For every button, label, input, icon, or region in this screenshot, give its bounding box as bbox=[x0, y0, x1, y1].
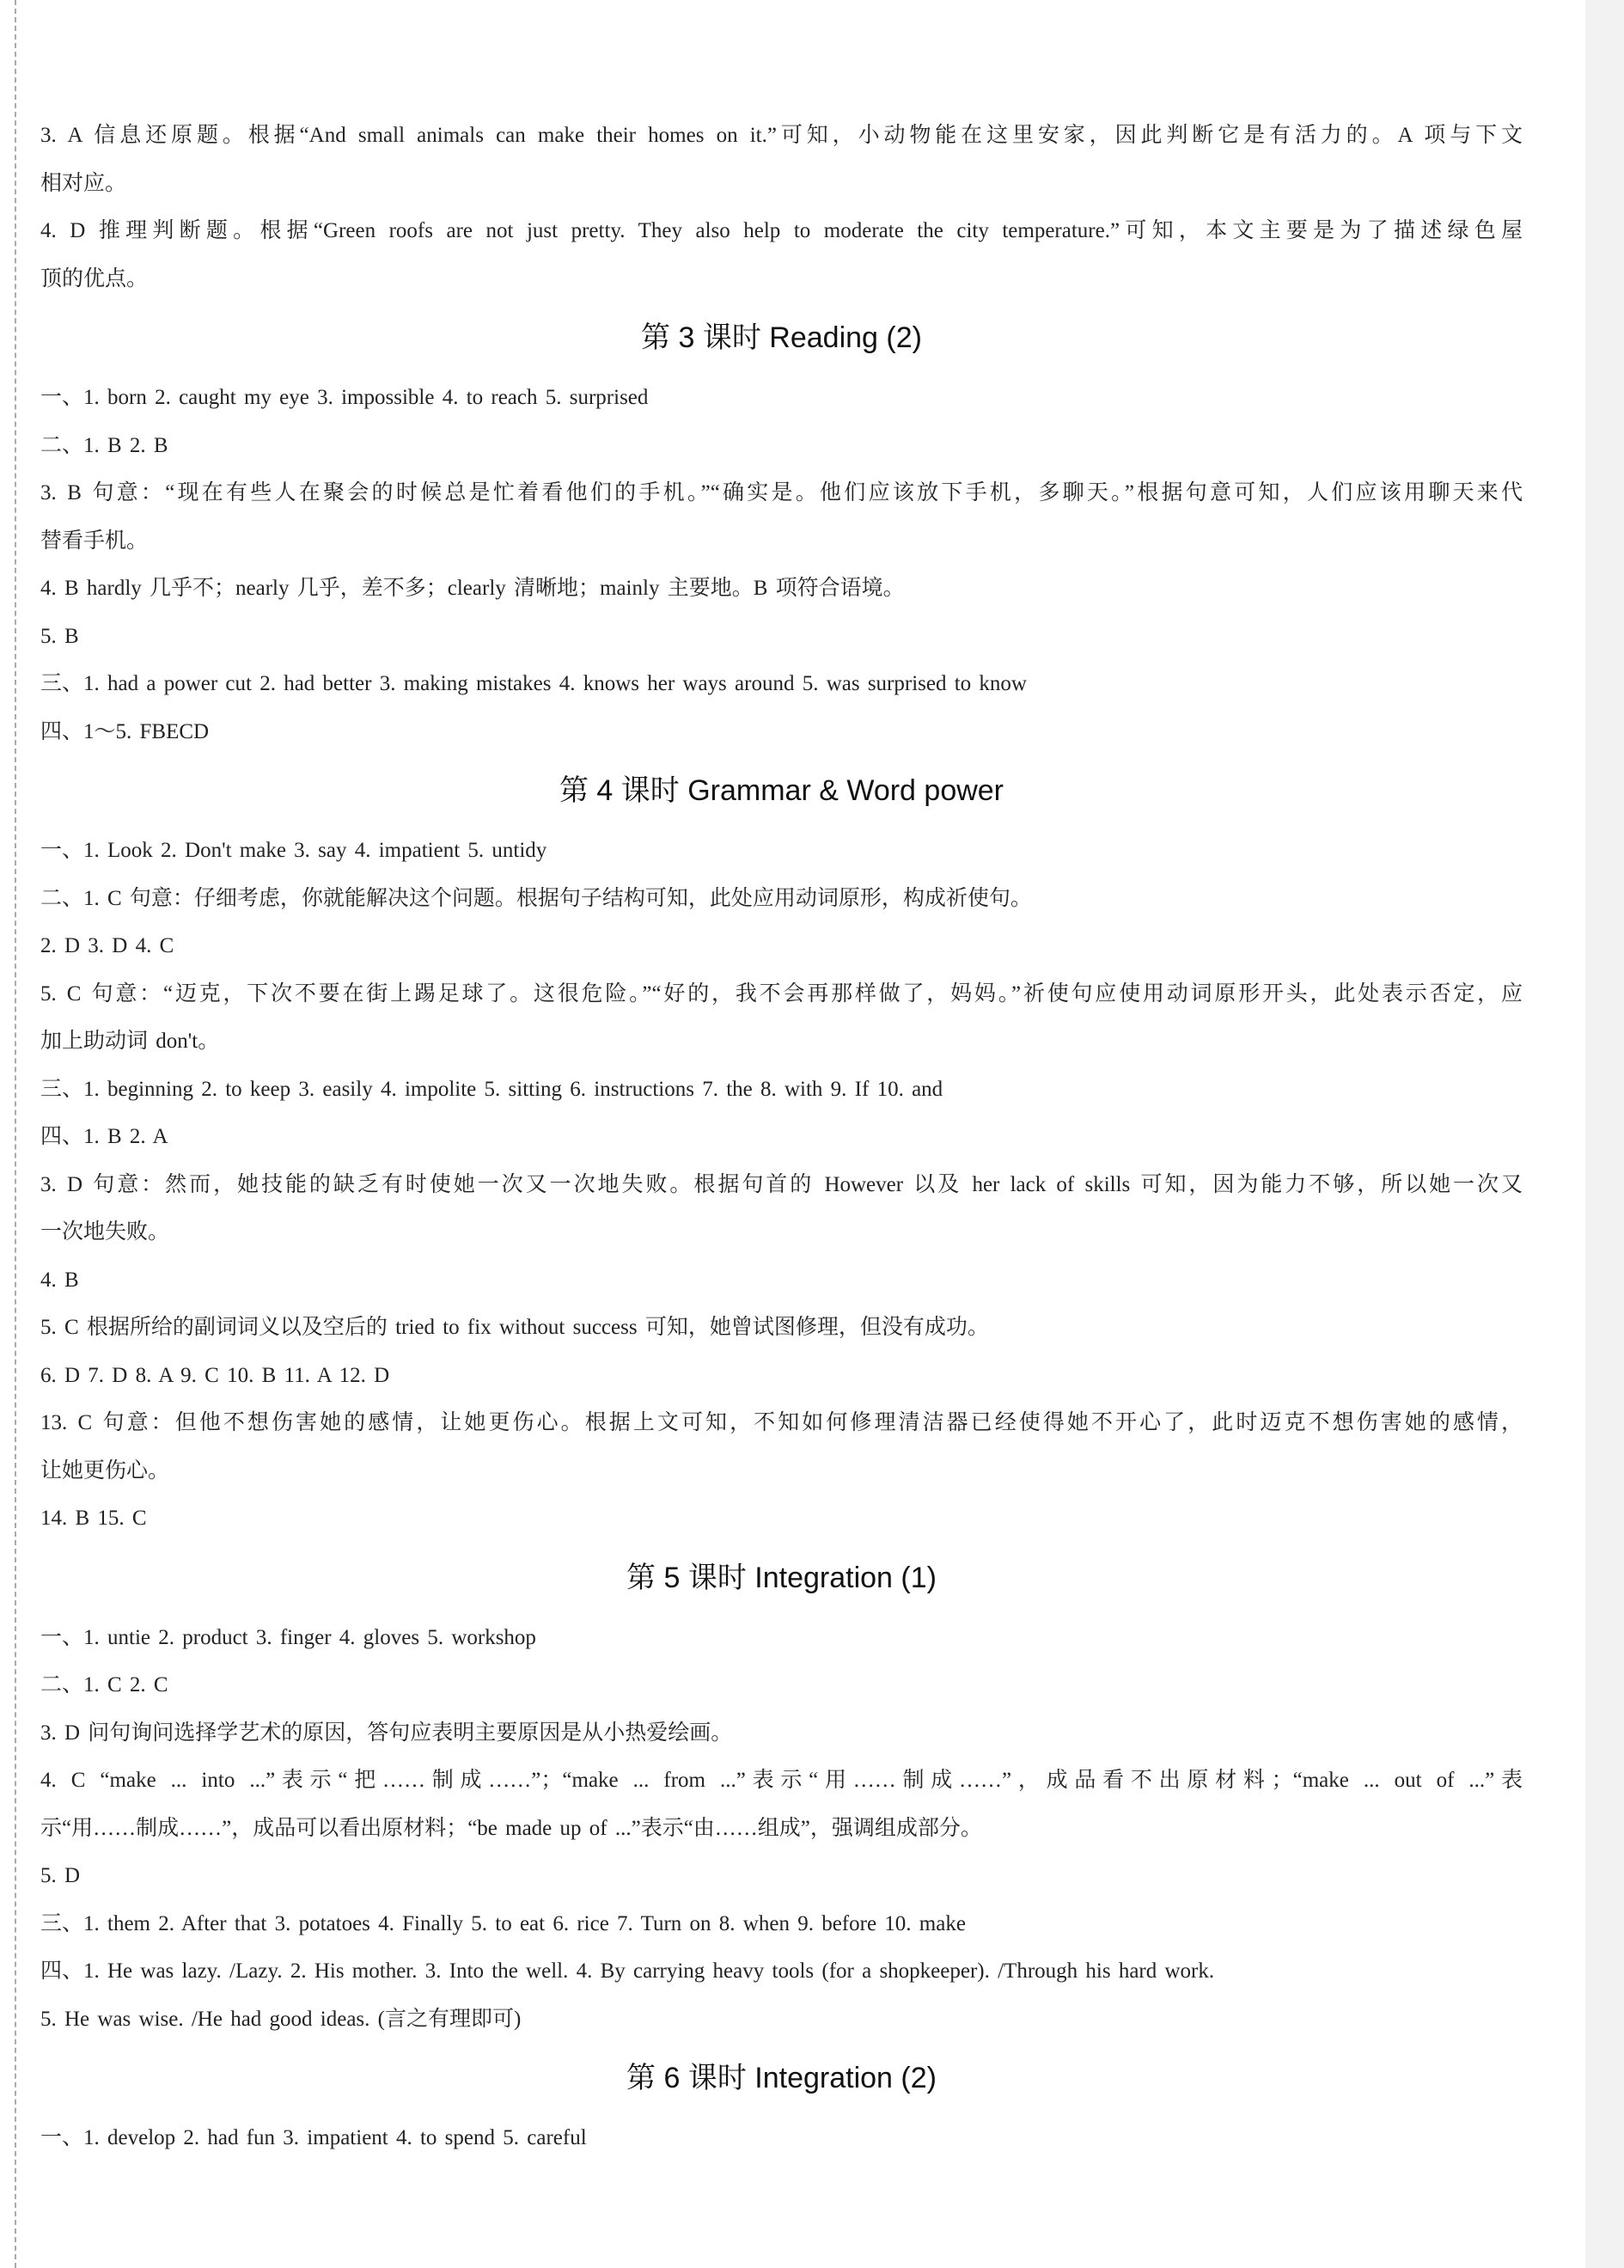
answer-line: 5. D bbox=[40, 1864, 81, 1887]
answer-line: 二、1. C 句意：仔细考虑，你就能解决这个问题。根据句子结构可知，此处应用动词原形，构成祈使句。 bbox=[40, 886, 1032, 910]
answer-line: 3. D 句意：然而，她技能的缺乏有时使她一次又一次地失败。根据句首的 However 以及 her lack of skills 可知，因为能力不够，所以她一次又 bbox=[40, 1172, 1523, 1196]
answer-line: 二、1. C 2. C bbox=[40, 1673, 168, 1696]
answer-key-content bbox=[40, 112, 1523, 2162]
answer-line: 6. D 7. D 8. A 9. C 10. B 11. A 12. D bbox=[40, 1363, 390, 1387]
answer-line: 三、1. them 2. After that 3. potatoes 4. Finally 5. to eat 6. rice 7. Turn on 8. when 9. before 10. make bbox=[40, 1911, 966, 1935]
answer-line: 3. B 句意：“现在有些人在聚会的时候总是忙着看他们的手机。”“确实是。他们应该放下手机，多聊天。”根据句意可知，人们应该用聊天来代 bbox=[40, 481, 1523, 504]
answer-line: 5. He was wise. /He had good ideas. (言之有理即可) bbox=[40, 2007, 522, 2031]
answer-line: 一、1. Look 2. Don't make 3. say 4. impatient 5. untidy bbox=[40, 839, 547, 862]
answer-line: 4. C “make ... into ...”表示“把……制成……”；“make ... from ...”表示“用……制成……”，成品看不出原材料；“make ... out of ...”表 bbox=[40, 1769, 1523, 1792]
answer-line: 3. A 信息还原题。根据“And small animals can make their homes on it.”可知，小动物能在这里安家，因此判断它是有活力的。A 项与下文 bbox=[40, 124, 1523, 147]
answer-line: 三、1. had a power cut 2. had better 3. making mistakes 4. knows her ways around 5. was surprised to know bbox=[40, 672, 1027, 695]
section-heading: 第 6 课时 Integration (2) bbox=[626, 2062, 937, 2094]
answer-line: 加上助动词 don't。 bbox=[40, 1030, 220, 1053]
answer-line: 四、1. He was lazy. /Lazy. 2. His mother. 3. Into the well. 4. By carrying heavy tools (for a shopkeeper). /Through his hard work. bbox=[40, 1959, 1215, 1983]
section-heading: 第 4 课时 Grammar & Word power bbox=[559, 774, 1004, 807]
answer-line: 相对应。 bbox=[40, 171, 127, 195]
answer-line: 四、1. B 2. A bbox=[40, 1125, 168, 1148]
answer-line: 一、1. born 2. caught my eye 3. impossible 4. to reach 5. surprised bbox=[40, 386, 649, 409]
answer-line: 4. B hardly 几乎不；nearly 几乎，差不多；clearly 清晰地；mainly 主要地。B 项符合语境。 bbox=[40, 577, 905, 600]
answer-line: 4. D 推理判断题。根据“Green roofs are not just pretty. They also help to moderate the city temperature.”可知，本文主要是为了描述绿色屋 bbox=[40, 219, 1523, 242]
binding-dashed-line bbox=[15, 0, 16, 2268]
answer-line: 4. B bbox=[40, 1268, 79, 1292]
answer-line: 5. C 句意：“迈克，下次不要在街上踢足球了。这很危险。”“好的，我不会再那样做了，妈妈。”祈使句应使用动词原形开头，此处表示否定，应 bbox=[40, 981, 1523, 1006]
answer-line: 三、1. beginning 2. to keep 3. easily 4. impolite 5. sitting 6. instructions 7. the 8. with 9. If 10. and bbox=[40, 1077, 943, 1101]
answer-line: 示“用……制成……”，成品可以看出原材料；“be made up of ...”表示“由……组成”，强调组成部分。 bbox=[40, 1816, 982, 1840]
answer-line: 13. C 句意：但他不想伤害她的感情，让她更伤心。根据上文可知，不知如何修理清洁器已经使得她不开心了，此时迈克不想伤害她的感情， bbox=[40, 1411, 1523, 1434]
answer-line: 5. C 根据所给的副词词义以及空后的 tried to fix without success 可知，她曾试图修理，但没有成功。 bbox=[40, 1316, 989, 1339]
answer-line: 二、1. B 2. B bbox=[40, 433, 168, 457]
answer-line: 四、1～5. FBECD bbox=[40, 719, 210, 743]
answer-line: 2. D 3. D 4. C bbox=[40, 934, 174, 957]
section-heading: 第 3 课时 Reading (2) bbox=[641, 321, 922, 354]
answer-line: 顶的优点。 bbox=[40, 266, 149, 290]
answer-line: 让她更伤心。 bbox=[40, 1458, 170, 1482]
answer-line: 一、1. untie 2. product 3. finger 4. gloves 5. workshop bbox=[40, 1625, 536, 1649]
section-heading: 第 5 课时 Integration (1) bbox=[626, 1561, 937, 1594]
answer-line: 14. B 15. C bbox=[40, 1507, 147, 1530]
answer-line: 一次地失败。 bbox=[40, 1220, 170, 1244]
answer-line: 一、1. develop 2. had fun 3. impatient 4. to spend 5. careful bbox=[40, 2126, 587, 2149]
answer-line: 5. B bbox=[40, 624, 79, 648]
page-edge bbox=[1585, 0, 1624, 2268]
answer-line: 3. D 问句询问选择学艺术的原因，答句应表明主要原因是从小热爱绘画。 bbox=[40, 1721, 733, 1745]
answer-line: 替看手机。 bbox=[40, 529, 149, 553]
